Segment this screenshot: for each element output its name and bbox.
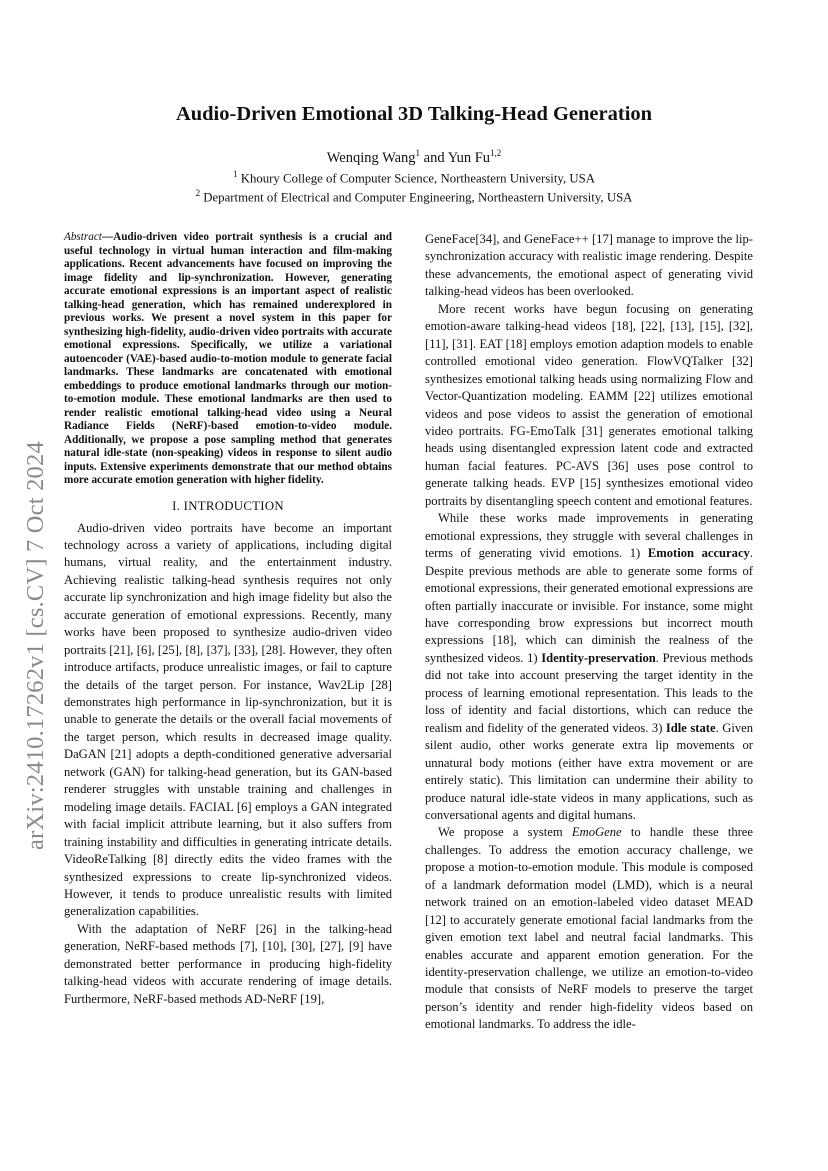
text-run: We propose a system	[438, 825, 572, 840]
paper-title: Audio-Driven Emotional 3D Talking-Head Generation	[175, 103, 653, 125]
intro-paragraph-1: Audio-driven video portraits have become an important technology across a variety of applications, including digital humans, virtual reality, and the entertainment industry. Achieving realistic talking-head synthesis requires not only accurate lip synchronization and high image fidelity but also the accurate generation of emotional expressions. Recently, many works have been proposed to synthesize audio-driven video portraits [21], [6], [25], [8], [37], [33], [28]. However, they often introduce artifacts, produce unrealistic images, or fail to capture the details of the target person. For instance, Wav2Lip [28] demonstrates high performance in lip-synchronization, but it is unable to generate the details or the overall facial movements of the target person, which results in decreased image quality. DaGAN [21] adopts a depth-conditioned generative adversarial network (GAN) for talking-head generation, but its GAN-based renderer struggles with unstable training and challenges in modeling image details. FACIAL [6] employs a GAN integrated with facial implicit attribute learning, but it also suffers from training instability and difficulties in generating intricate details. VideoReTalking [8] directly edits the video frames with the synthesized expressions to create lip-synchronized videos. However, it tends to produce unrealistic results with limited generalization capabilities.	[64, 520, 392, 919]
left-column	[64, 231, 392, 1008]
related-work-paragraph: More recent works have begun focusing on generating emotion-aware talking-head videos [18], [22], [13], [15], [32], [11], [31]. EAT [18] employs emotion adaption models to enable controlled emotional video generation. FlowVQTalker [32] synthesizes emotional talking heads using normalizing Flow and Vector-Quantization modeling. EAMM [22] utilizes emotional videos and pose videos to assist the generation of emotional video portraits. FG-EmoTalk [31] generates emotional talking heads using disentangled expression latent code and extracted human facial features. PC-AVS [36] uses pose control to generate talking heads. EVP [15] synthesizes emotional video portraits by disentangling speech content and emotional features.	[425, 301, 753, 508]
emphasis-identity-preservation: Identity-preservation	[541, 650, 656, 665]
author-affiliation-mark: 1	[415, 148, 421, 158]
text-run: . Despite previous methods are able to generate some forms of emotional expressions, their generated emotional expressions are often partially inaccurate or invisible. For instance, some might have corresponding brow expressions but incorrect mouth expressions [18], which can diminish the realness of the synthesized videos. 1)	[425, 546, 753, 665]
system-name: EmoGene	[571, 825, 622, 840]
abstract-text: —Audio-driven video portrait synthesis is a crucial and useful technology in virtual human interaction and film-making applications. Recent advancements have focused on improving the image fidelity and lip-synchronization. However, generating accurate emotional expressions is an important aspect of realistic talking-head generation, which has remained underexplored in previous works. We present a novel system in this paper for synthesizing high-fidelity, audio-driven video portraits with accurate emotional expressions. Specifically, we utilize a variational autoencoder (VAE)-based audio-to-motion module to generate facial landmarks. These landmarks are concatenated with emotional embeddings to produce emotional landmarks through our motion-to-emotion module. These emotional landmarks are then used to render realistic emotional talking-head video using a Neural Radiance Fields (NeRF)-based emotion-to-video module. Additionally, we propose a pose sampling method that generates natural idle-state (non-speaking) videos in response to silent audio inputs. Extensive experiments demonstrate that our method obtains more accurate emotion generation with higher fidelity.	[64, 231, 392, 486]
abstract-lead: Abstract	[64, 231, 102, 243]
affiliation-1	[0, 169, 828, 186]
affiliation-text: Department of Electrical and Computer Engineering, Northeastern University, USA	[203, 190, 633, 205]
right-column	[425, 231, 753, 1034]
author-line	[0, 148, 828, 167]
affiliation-2	[0, 188, 828, 205]
author-conjunction: and	[420, 149, 448, 166]
author-name: Yun Fu	[447, 149, 491, 166]
emphasis-emotion-accuracy: Emotion accuracy	[647, 546, 750, 561]
affiliation-mark: 1	[233, 169, 238, 179]
proposal-paragraph	[425, 824, 753, 1033]
text-run: . Previous methods did not take into account preserving the target identity in the process of learning emotional representation. This leads to the loss of identity and facial distortions, which can reduce the realism and fidelity of the generated videos. 3)	[425, 650, 753, 735]
arxiv-identifier-stamp: arXiv:2410.17262v1 [cs.CV] 7 Oct 2024	[22, 441, 49, 850]
section-heading-introduction: I. INTRODUCTION	[172, 498, 284, 513]
text-run: to handle these three challenges. To address the emotion accuracy challenge, we propose a motion-to-emotion module. This module is composed of a landmark deformation model (LMD), which is a neural network trained on an emotion-labeled video dataset MEAD [12] to accurately generate emotional facial landmarks from the given emotion text label and neutral facial landmarks. This enables accurate and apparent emotion generation. For the identity-preservation challenge, we utilize an emotion-to-video module that consists of NeRF models to preserve the target person’s identity and render high-fidelity videos based on emotional landmarks. To address the idle-	[425, 825, 753, 1032]
author-affiliation-mark: 1,2	[490, 148, 502, 158]
intro-paragraph-2: With the adaptation of NeRF [26] in the talking-head generation, NeRF-based methods [7], [10], [30], [27], [9] have demonstrated better performance in producing high-fidelity talking-head videos with accurate rendering of image details. Furthermore, NeRF-based methods AD-NeRF [19],	[64, 921, 392, 1006]
affiliation-text: Khoury College of Computer Science, Northeastern University, USA	[240, 171, 595, 186]
body-paragraph-continued: GeneFace[34], and GeneFace++ [17] manage to improve the lip-synchronization accuracy with realistic image rendering. Despite these advancements, the emotional aspect of generating vivid talking-head videos has been overlooked.	[425, 232, 753, 299]
emphasis-idle-state: Idle state	[665, 720, 716, 735]
text-run: . Given silent audio, other works generate extra lip movements or unnatural body motions (either have extra movement or are entirely static). This limitation can undermine their ability to produce natural idle-state videos in many applications, such as conversational agents and digital humans.	[425, 720, 753, 822]
author-name: Wenqing Wang	[326, 149, 416, 166]
challenges-paragraph	[425, 510, 753, 824]
affiliation-mark: 2	[195, 188, 201, 198]
abstract	[64, 231, 392, 488]
text-run: While these works made improvements in generating emotional expressions, they struggle with several challenges in terms of generating vivid emotions. 1)	[425, 511, 753, 561]
